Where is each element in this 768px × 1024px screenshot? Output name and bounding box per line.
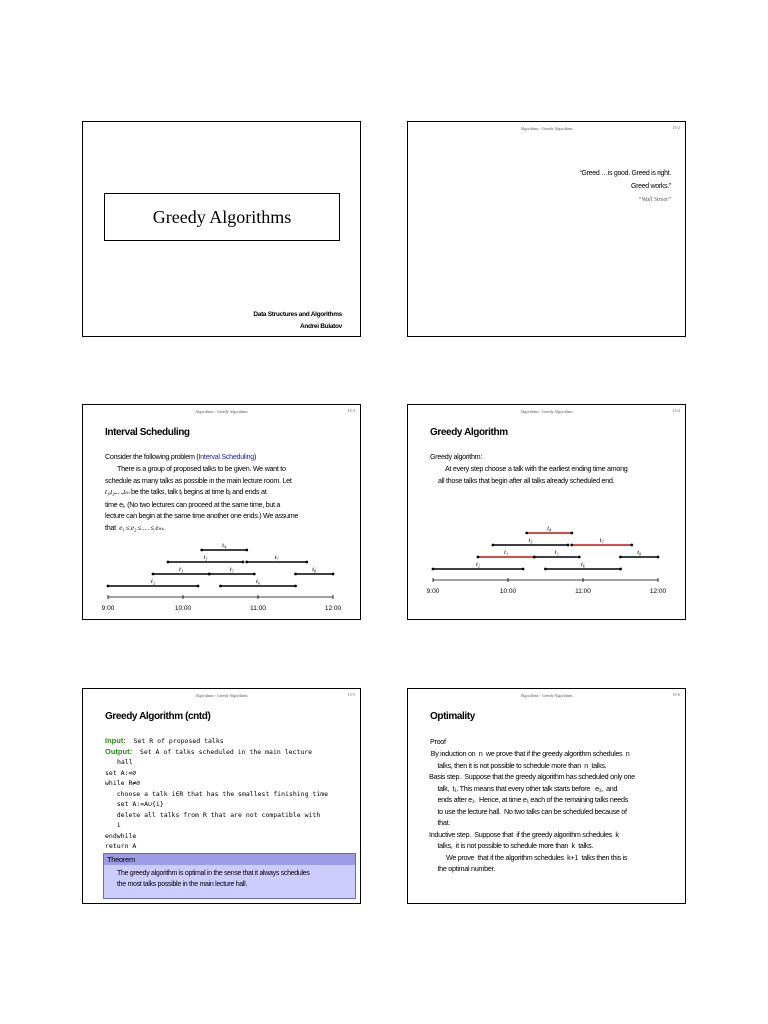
problem-name: Interval Scheduling: [198, 452, 254, 461]
code-block: [105, 768, 356, 852]
rule-line-2: all those talks that begin after all talks already scheduled end.: [438, 475, 615, 485]
desc-line-1: There is a group of proposed talks to be given. We want to: [117, 464, 286, 473]
interval-endpoint: [570, 544, 573, 547]
tick-label: 12:00: [649, 588, 667, 595]
code-line: return A: [105, 842, 137, 850]
talk-label: t₇: [599, 537, 604, 544]
interval-endpoint: [533, 556, 536, 559]
slide-quote: [407, 121, 686, 337]
slide-title: [82, 121, 361, 337]
slide-header: Algorithms - Greedy Algorithms: [520, 693, 573, 698]
desc-line-5: lecture can begin at the same time another one ends.) We assume: [105, 511, 299, 520]
output-text: Set A of talks scheduled in the main lecture: [139, 747, 313, 756]
quote-source: “Wall Street”: [638, 197, 671, 203]
algorithm-label: Greedy algorithm:: [430, 452, 483, 461]
interval-endpoint: [522, 568, 525, 571]
slide-header: Algorithms - Greedy Algorithms: [520, 409, 573, 414]
code-line: set A:=∅: [105, 768, 137, 777]
code-line: endwhile: [105, 831, 137, 840]
talk-label: t₄: [222, 542, 227, 549]
input-line: [105, 736, 356, 747]
proof-line: to use the lecture hall. No two talks can be scheduled because of: [429, 806, 627, 816]
desc-line-2: schedule as many talks as possible in the main lecture room. Let: [105, 475, 292, 485]
theorem-title: Theorem: [104, 854, 355, 865]
talk-label: t₃: [528, 537, 533, 544]
quote-line-1: “Greed …is good. Greed is right.: [579, 170, 671, 177]
desc-line-3: [105, 486, 352, 499]
interval-endpoint: [107, 585, 110, 588]
slide-main-title: Greedy Algorithms: [152, 206, 292, 227]
tick-label: 10:00: [499, 588, 517, 595]
proof-line: that.: [429, 818, 450, 827]
interval-endpoint: [544, 568, 547, 571]
tick-label: 11:00: [250, 605, 266, 612]
rule-line-1: At every step choose a talk with the earliest ending time among: [445, 464, 628, 473]
interval-endpoint: [657, 556, 660, 559]
tick-label: 10:00: [174, 605, 192, 612]
talk-label: t₄: [547, 525, 552, 532]
slide-greedy-cntd: [82, 688, 361, 904]
page-number: 15-5: [347, 692, 355, 697]
page-number: 15-3: [347, 408, 355, 413]
slide-header: Algorithms - Greedy Algorithms: [195, 693, 248, 698]
desc-line-6-pre: that: [105, 522, 116, 532]
talk-label: t₁: [504, 549, 509, 556]
interval-endpoint: [294, 573, 297, 576]
slide-optimality: [407, 688, 686, 904]
interval-endpoint: [167, 561, 170, 564]
talk-label: t₁: [179, 566, 184, 573]
code-line: choose a talk i∈R that has the smallest finishing time: [105, 789, 329, 798]
output-text-cont: hall: [117, 758, 133, 766]
proof-line: talks, then it is not possible to schedule more than n talks.: [429, 760, 607, 770]
talk-set: t₁,t₂,…,tₘ: [105, 488, 130, 496]
theorem-body: [117, 868, 351, 890]
interval-endpoint: [578, 556, 581, 559]
proof-line: By induction on n we prove that if the greedy algorithm schedules n: [429, 749, 630, 758]
interval-endpoint: [219, 585, 222, 588]
code-line: delete all talks from R that are not compatible with: [105, 810, 321, 819]
theorem-box: [103, 853, 356, 899]
interval-endpoint: [200, 549, 203, 552]
interval-endpoint: [570, 532, 573, 535]
talk-label: t₈: [312, 566, 317, 573]
proof-body: [429, 748, 681, 875]
interval-endpoint: [294, 585, 297, 588]
interval-endpoint: [630, 544, 633, 547]
interval-endpoint: [245, 561, 248, 564]
proof-label: Proof: [430, 737, 446, 746]
slide-heading: Interval Scheduling: [105, 427, 190, 438]
input-text: Set R of proposed talks: [133, 737, 224, 745]
theorem-line-1: The greedy algorithm is optimal in the sense that it always schedules: [117, 870, 310, 877]
intro-pre: Consider the following problem (: [105, 452, 199, 461]
desc-line-3-rest: be the talks, talk tⱼ begins at time bⱼ and ends at: [129, 487, 267, 496]
quote-line-2: Greed works.”: [630, 183, 671, 190]
interval-endpoint: [525, 532, 528, 535]
output-line: [105, 747, 356, 758]
proof-line: ends after e₁. Hence, at time e₁ each of the remaining talks needs: [429, 795, 628, 804]
slide-header: Algorithms - Greedy Algorithms: [520, 126, 573, 131]
theorem-line-2: the most talks possible in the main lecture hall.: [117, 881, 248, 888]
algorithm-description: [430, 463, 679, 486]
pseudocode: [105, 736, 356, 852]
talk-label: t₅: [554, 549, 559, 556]
input-label: Input:: [105, 736, 126, 745]
proof-line: the optimal number.: [429, 864, 495, 873]
interval-endpoint: [567, 544, 570, 547]
talk-label: t₅: [229, 566, 234, 573]
proof-line: Inductive step. Suppose that if the greedy algorithm schedules k: [429, 829, 619, 839]
talk-label: t₆: [580, 561, 586, 568]
interval-endpoint: [619, 556, 622, 559]
proof-line: talk, t₁. This means that every other talk starts before e₁, and: [429, 783, 618, 793]
code-line: i: [105, 821, 121, 829]
talk-label: t₆: [255, 578, 261, 585]
interval-endpoint: [245, 549, 248, 552]
intro-post: ): [253, 452, 257, 461]
proof-line: talks, it is not possible to schedule more than k talks.: [429, 841, 594, 850]
interval-endpoint: [197, 585, 200, 588]
proof-line: We prove that if the algorithm schedules k+1 talks then this is: [429, 852, 628, 862]
page-number: 15-4: [672, 408, 680, 413]
desc-line-6: [105, 522, 352, 535]
interval-endpoint: [253, 573, 256, 576]
code-line: set A:=A∪{i}: [105, 800, 164, 808]
course-name: Data Structures and Algorithms: [253, 311, 342, 318]
problem-description: [105, 463, 352, 534]
interval-endpoint: [208, 573, 211, 576]
interval-endpoint: [305, 561, 308, 564]
page-number: 15-2: [672, 125, 680, 130]
page-number: 15-6: [672, 692, 680, 697]
interval-endpoint: [152, 573, 155, 576]
timeline-chart: [103, 537, 348, 622]
output-label: Output:: [105, 746, 133, 756]
title-box: [104, 193, 340, 241]
slide-heading: Greedy Algorithm: [430, 427, 508, 438]
ordering-formula: e₁ ≤ e₂ ≤ … ≤ eₘ.: [119, 523, 164, 532]
talk-label: t₂: [150, 578, 156, 585]
slide-interval-scheduling: [82, 404, 361, 620]
talk-label: t₂: [475, 561, 481, 568]
tick-label: 9:00: [101, 605, 115, 612]
talk-label: t₈: [637, 549, 642, 556]
tick-label: 12:00: [324, 605, 342, 612]
interval-endpoint: [492, 544, 495, 547]
timeline-chart-greedy: [428, 520, 673, 605]
code-line: while R≠∅: [105, 779, 141, 787]
slide-header: Algorithms - Greedy Algorithms: [195, 409, 248, 414]
interval-endpoint: [242, 561, 245, 564]
author-name: Andrei Bulatov: [299, 323, 342, 330]
interval-endpoint: [619, 568, 622, 571]
tick-label: 9:00: [426, 588, 440, 595]
interval-endpoint: [477, 556, 480, 559]
talk-label: t₇: [274, 554, 279, 561]
interval-endpoint: [332, 573, 335, 576]
talk-label: t₃: [203, 554, 208, 561]
slide-heading: Greedy Algorithm (cntd): [105, 711, 211, 722]
proof-line: Basis step. Suppose that the greedy algorithm has scheduled only one: [429, 772, 635, 781]
slide-heading: Optimality: [430, 711, 475, 722]
desc-line-4: time eⱼ. (No two lectures can proceed at the same time, but a: [105, 499, 281, 509]
tick-label: 11:00: [575, 588, 591, 595]
slide-greedy-algorithm: [407, 404, 686, 620]
interval-endpoint: [432, 568, 435, 571]
intro-line: [105, 451, 256, 463]
